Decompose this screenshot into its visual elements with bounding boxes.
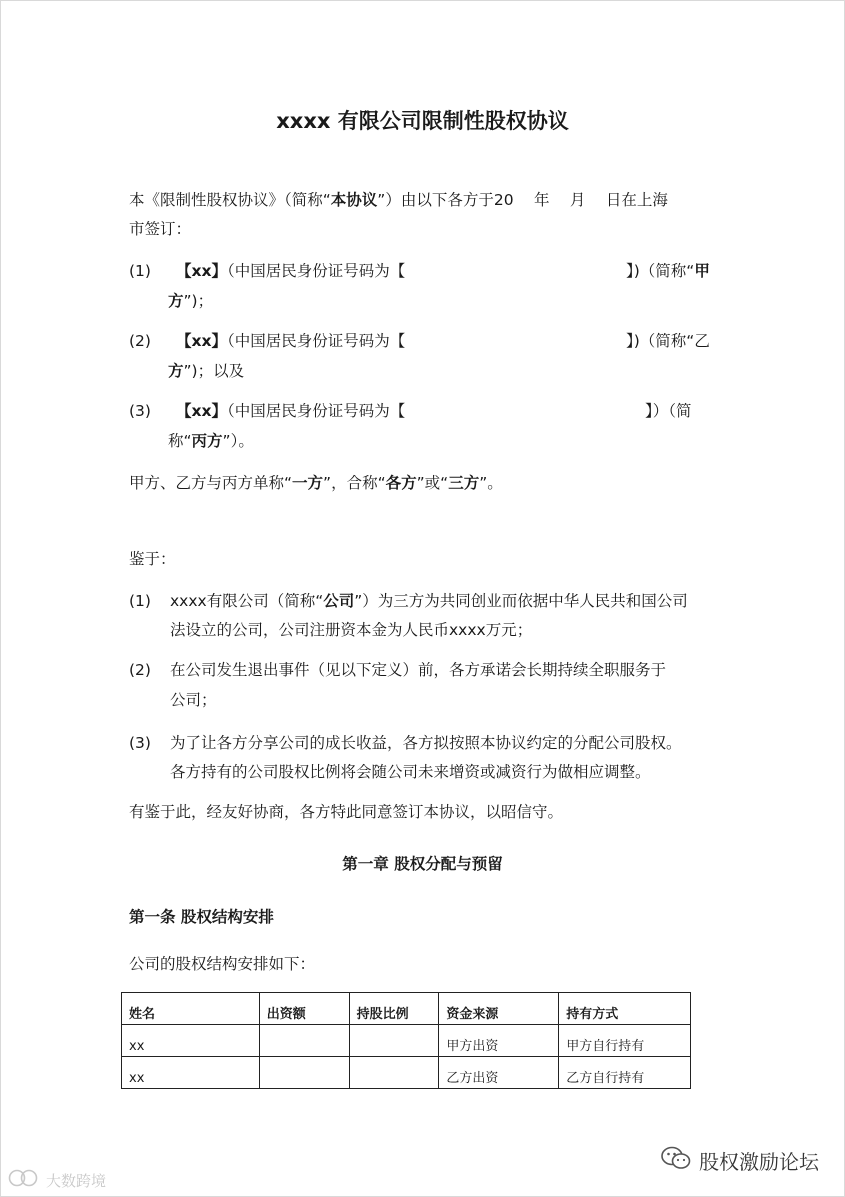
wechat-account-badge: [661, 1145, 819, 1176]
header-share-ratio: 持股比例: [349, 993, 439, 1025]
table-cell: 乙方出资: [439, 1057, 559, 1089]
whereas-3-line-2: 各方持有的公司股权比例将会随公司未来增资或减资行为做相应调整。: [170, 763, 651, 781]
intro-line-2: 市签订：: [129, 220, 192, 238]
party-1-number: (1): [129, 262, 151, 280]
whereas-2-line-2: 公司；: [170, 691, 217, 709]
whereas-2-number: (2): [129, 661, 151, 679]
table-cell: xx: [122, 1025, 260, 1057]
party-2-line-2: 方”)；以及: [168, 362, 245, 380]
table-row: [122, 1025, 691, 1057]
whereas-1-number: (1): [129, 592, 151, 610]
watermark-text: 大数跨境: [46, 1171, 107, 1190]
party-1-line-2: 方”)；: [168, 292, 214, 310]
party-3-line-1: 【xx】（中国居民身份证号码为【: [176, 402, 406, 420]
table-cell: [259, 1057, 349, 1089]
party-2-line-1: 【xx】（中国居民身份证号码为【: [176, 332, 406, 350]
table-cell: xx: [122, 1057, 260, 1089]
party-2-number: (2): [129, 332, 151, 350]
intro-line-1: 本《限制性股权协议》（简称“本协议”）由以下各方于20 年 月 日在上海: [129, 191, 668, 209]
whereas-1-line-2: 法设立的公司，公司注册资本金为人民币xxxx万元；: [170, 621, 533, 639]
article-heading: 第一条 股权结构安排: [129, 908, 274, 926]
whereas-conclusion: 有鉴于此，经友好协商，各方特此同意签订本协议，以昭信守。: [129, 803, 564, 821]
table-cell: [349, 1057, 439, 1089]
header-name: 姓名: [122, 993, 260, 1025]
party-3-line-1-end: 】）（简: [645, 402, 692, 420]
table-cell: [259, 1025, 349, 1057]
whereas-heading: 鉴于：: [129, 550, 176, 568]
table-cell: [349, 1025, 439, 1057]
table-row: [122, 1057, 691, 1089]
party-1-line-1-end: 】)（简称“甲: [626, 262, 710, 280]
table-cell: 乙方自行持有: [559, 1057, 691, 1089]
shareholding-table: [121, 992, 691, 1089]
party-3-line-2: 称“丙方”）。: [168, 432, 254, 450]
table-cell: 甲方出资: [439, 1025, 559, 1057]
watermark-logo-icon: [8, 1168, 42, 1192]
watermark: [8, 1168, 106, 1192]
header-fund-source: 资金来源: [439, 993, 559, 1025]
whereas-3-number: (3): [129, 734, 151, 752]
party-3-number: (3): [129, 402, 151, 420]
collective-definition: 甲方、乙方与丙方单称“一方”，合称“各方”或“三方”。: [129, 474, 503, 492]
whereas-3-line-1: 为了让各方分享公司的成长收益，各方拟按照本协议约定的分配公司股权。: [170, 734, 682, 752]
table-header-row: [122, 993, 691, 1025]
wechat-account-name: 股权激励论坛: [699, 1150, 819, 1174]
header-capital: 出资额: [259, 993, 349, 1025]
wechat-icon: [661, 1145, 691, 1176]
header-holding-method: 持有方式: [559, 993, 691, 1025]
document-title: xxxx 有限公司限制性股权协议: [276, 109, 569, 133]
whereas-1-line-1: xxxx有限公司（简称“公司”）为三方为共同创业而依据中华人民共和国公司: [170, 592, 688, 610]
chapter-heading: 第一章 股权分配与预留: [342, 855, 503, 873]
table-cell: 甲方自行持有: [559, 1025, 691, 1057]
whereas-2-line-1: 在公司发生退出事件（见以下定义）前，各方承诺会长期持续全职服务于: [170, 661, 667, 679]
party-2-line-1-end: 】)（简称“乙: [626, 332, 710, 350]
article-text: 公司的股权结构安排如下：: [129, 955, 316, 973]
party-1-line-1: 【xx】（中国居民身份证号码为【: [176, 262, 406, 280]
